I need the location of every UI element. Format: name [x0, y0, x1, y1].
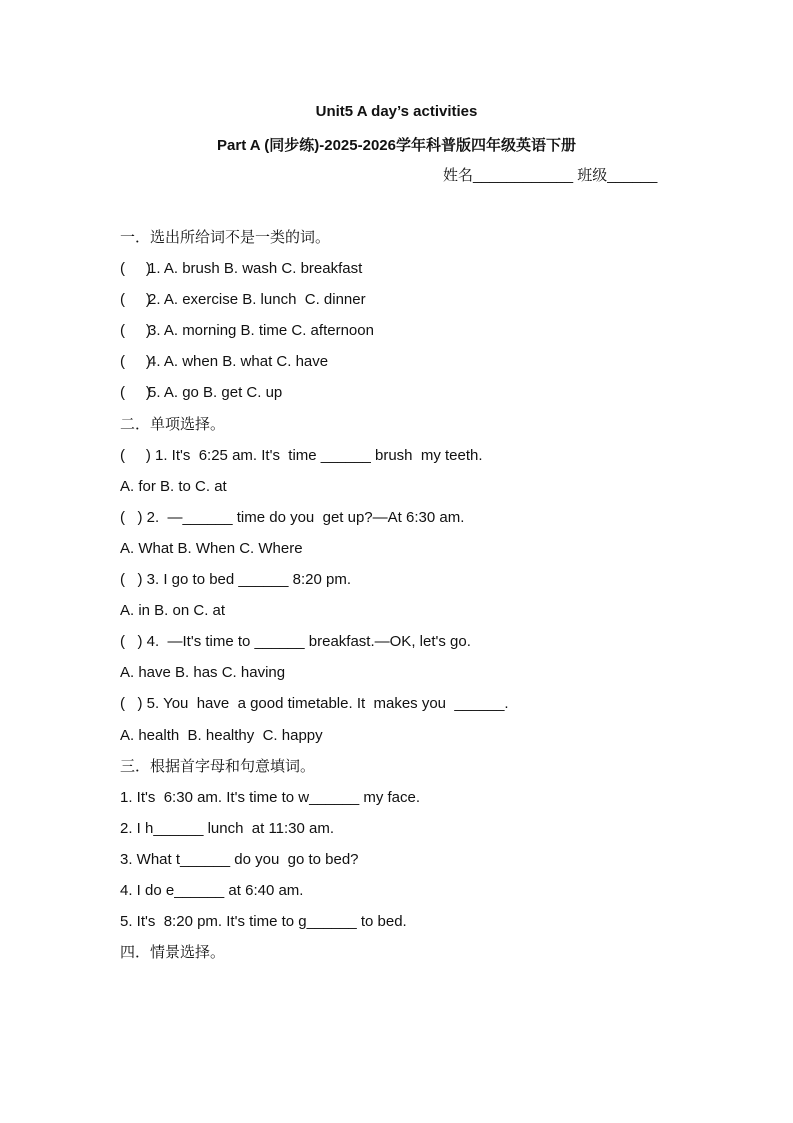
- answer-blank: ( ): [120, 384, 151, 402]
- options-line: A. in B. on C. at: [120, 602, 226, 620]
- question-line: ( ) 5. You have a good timetable. It makes you ______.: [120, 695, 509, 713]
- question-text: 1. A. brush B. wash C. breakfast: [148, 260, 363, 278]
- fill-in-line: 1. It's 6:30 am. It's time to w______ my face.: [120, 788, 421, 806]
- question-text: 5. A. go B. get C. up: [148, 384, 283, 402]
- fill-in-line: 2. I h______ lunch at 11:30 am.: [120, 819, 335, 837]
- options-line: A. for B. to C. at: [120, 477, 227, 495]
- question-text: 3. A. morning B. time C. afternoon: [148, 322, 374, 340]
- question-line: ( ) 1. It's 6:25 am. It's time ______ brush my teeth.: [120, 446, 483, 464]
- options-line: A. What B. When C. Where: [120, 539, 303, 557]
- fill-in-line: 5. It's 8:20 pm. It's time to g______ to bed.: [120, 913, 407, 931]
- section-heading-2: 二．单项选择。: [120, 415, 226, 433]
- question-line: [120, 352, 720, 383]
- answer-blank: ( ): [120, 322, 151, 340]
- answer-blank: ( ): [120, 353, 151, 371]
- answer-blank: ( ): [120, 260, 151, 278]
- fill-in-line: 4. I do e______ at 6:40 am.: [120, 881, 304, 899]
- section-heading-3: 三．根据首字母和句意填词。: [120, 757, 316, 775]
- worksheet-content: [120, 228, 720, 974]
- question-line: [120, 259, 720, 290]
- question-line: [120, 290, 720, 321]
- options-line: A. have B. has C. having: [120, 664, 286, 682]
- fill-in-line: 3. What t______ do you go to bed?: [120, 850, 359, 868]
- answer-blank: ( ): [120, 291, 151, 309]
- question-text: 2. A. exercise B. lunch C. dinner: [148, 291, 366, 309]
- name-class-line: 姓名____________ 班级______: [443, 167, 658, 184]
- section-heading-4: 四．情景选择。: [120, 944, 226, 962]
- question-line: [120, 383, 720, 414]
- worksheet-title: Unit5 A day’s activities: [315, 103, 478, 120]
- question-line: ( ) 3. I go to bed ______ 8:20 pm.: [120, 571, 351, 589]
- question-line: ( ) 2. —______ time do you get up?—At 6:30 am.: [120, 508, 465, 526]
- options-line: A. health B. healthy C. happy: [120, 726, 323, 744]
- section-heading-1: 一．选出所给词不是一类的词。: [120, 229, 331, 246]
- question-text: 4. A. when B. what C. have: [148, 353, 329, 371]
- question-line: ( ) 4. —It's time to ______ breakfast.—OK, let's go.: [120, 633, 471, 651]
- worksheet-subtitle: Part A (同步练)-2025-2026学年科普版四年级英语下册: [217, 137, 576, 154]
- question-line: [120, 321, 720, 352]
